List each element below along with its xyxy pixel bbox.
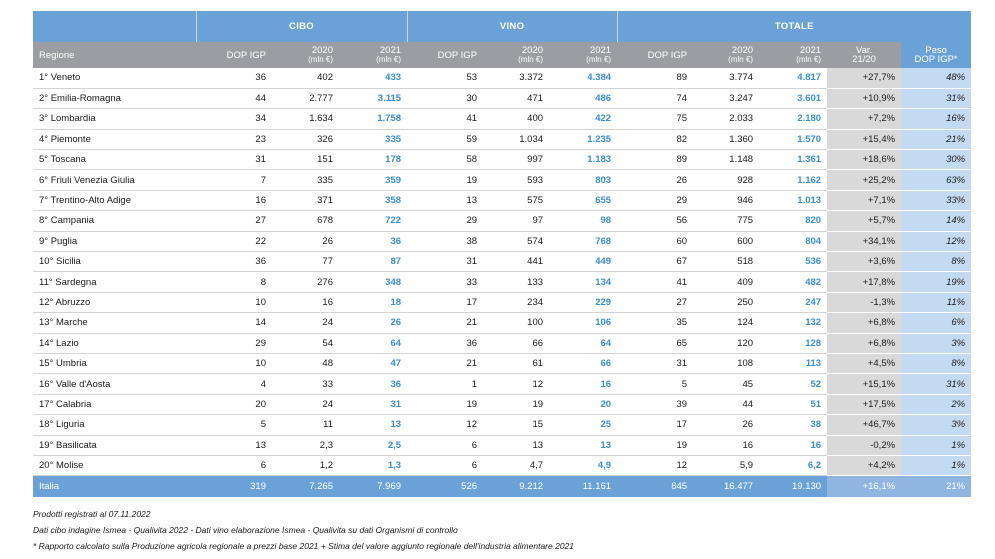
cell-tot-2020: 1.360 xyxy=(693,129,759,149)
cell-cibo-2021: 36 xyxy=(339,374,407,394)
cell-cibo-2020: 1.634 xyxy=(272,109,339,129)
note-registrati: Prodotti registrati al 07.11.2022 xyxy=(33,509,151,519)
cell-vino-2021: 20 xyxy=(549,394,617,414)
cell-vino-dop: 19 xyxy=(407,394,483,414)
cell-tot-2021: 3.601 xyxy=(759,88,827,108)
cell-tot-2021: 132 xyxy=(759,313,827,333)
cell-peso: 1% xyxy=(901,435,971,455)
group-header-row xyxy=(33,11,971,42)
cell-cibo-2020: 371 xyxy=(272,190,339,210)
group-totale: TOTALE xyxy=(617,11,971,42)
cell-tot-2021: 1.013 xyxy=(759,190,827,210)
total-vino-2021: 11.161 xyxy=(549,476,617,498)
cell-tot-2021: 247 xyxy=(759,292,827,312)
cell-tot-2021: 1.570 xyxy=(759,129,827,149)
cell-cibo-2021: 722 xyxy=(339,211,407,231)
cell-regione: 1° Veneto xyxy=(33,68,196,88)
cell-peso: 63% xyxy=(901,170,971,190)
cell-cibo-dop: 10 xyxy=(196,353,272,373)
cell-tot-2020: 2.033 xyxy=(693,109,759,129)
cell-peso: 31% xyxy=(901,88,971,108)
cell-tot-2020: 26 xyxy=(693,415,759,435)
cell-tot-2020: 600 xyxy=(693,231,759,251)
cell-regione: 14° Lazio xyxy=(33,333,196,353)
cell-var: +5,7% xyxy=(827,211,901,231)
cell-peso: 3% xyxy=(901,333,971,353)
cell-cibo-dop: 36 xyxy=(196,252,272,272)
cell-cibo-dop: 23 xyxy=(196,129,272,149)
cell-var: -1,3% xyxy=(827,292,901,312)
cell-vino-dop: 6 xyxy=(407,455,483,475)
cell-cibo-2020: 2,3 xyxy=(272,435,339,455)
table-row xyxy=(33,455,971,475)
cell-vino-2021: 449 xyxy=(549,252,617,272)
cell-peso: 2% xyxy=(901,394,971,414)
cell-cibo-2021: 26 xyxy=(339,313,407,333)
cell-cibo-2020: 26 xyxy=(272,231,339,251)
cell-regione: 8° Campania xyxy=(33,211,196,231)
cell-var: +7,1% xyxy=(827,190,901,210)
cell-regione: 10° Sicilia xyxy=(33,252,196,272)
table-row xyxy=(33,252,971,272)
cell-cibo-dop: 13 xyxy=(196,435,272,455)
cell-var: +17,5% xyxy=(827,394,901,414)
table-row xyxy=(33,374,971,394)
cell-tot-2021: 6,2 xyxy=(759,455,827,475)
table-row xyxy=(33,211,971,231)
cell-vino-2020: 400 xyxy=(483,109,549,129)
cell-vino-2020: 61 xyxy=(483,353,549,373)
cell-regione: 20° Molise xyxy=(33,455,196,475)
total-cibo-dop: 319 xyxy=(196,476,272,498)
cell-tot-dop: 41 xyxy=(617,272,693,292)
cell-tot-2020: 108 xyxy=(693,353,759,373)
group-vino: VINO xyxy=(407,11,617,42)
cell-tot-2020: 3.247 xyxy=(693,88,759,108)
cell-vino-2020: 19 xyxy=(483,394,549,414)
cell-tot-2020: 44 xyxy=(693,394,759,414)
cell-vino-dop: 33 xyxy=(407,272,483,292)
cell-vino-dop: 53 xyxy=(407,68,483,88)
cell-peso: 33% xyxy=(901,190,971,210)
cell-vino-dop: 17 xyxy=(407,292,483,312)
cell-tot-dop: 27 xyxy=(617,292,693,312)
cell-cibo-2020: 33 xyxy=(272,374,339,394)
cell-vino-2021: 64 xyxy=(549,333,617,353)
col-peso: Peso DOP IGP* xyxy=(901,42,971,68)
total-cibo-2020: 7.265 xyxy=(272,476,339,498)
cell-var: -0,2% xyxy=(827,435,901,455)
table-row xyxy=(33,394,971,414)
cell-tot-2020: 518 xyxy=(693,252,759,272)
cell-var: +15,4% xyxy=(827,129,901,149)
cell-regione: 19° Basilicata xyxy=(33,435,196,455)
note-rapporto: * Rapporto calcolato sulla Produzione agricola regionale a prezzi base 2021 + Stima del valore aggiunto regionale dell'industria alimentare 2021 xyxy=(33,541,575,551)
cell-regione: 9° Puglia xyxy=(33,231,196,251)
cell-vino-dop: 59 xyxy=(407,129,483,149)
table-row xyxy=(33,415,971,435)
cell-cibo-2020: 16 xyxy=(272,292,339,312)
cell-cibo-dop: 14 xyxy=(196,313,272,333)
cell-regione: 13° Marche xyxy=(33,313,196,333)
cell-cibo-2021: 87 xyxy=(339,252,407,272)
table-row xyxy=(33,170,971,190)
col-vino-2021: 2021 (mln €) xyxy=(549,42,617,68)
cell-tot-dop: 5 xyxy=(617,374,693,394)
cell-cibo-2021: 3.115 xyxy=(339,88,407,108)
cell-peso: 48% xyxy=(901,68,971,88)
cell-cibo-dop: 27 xyxy=(196,211,272,231)
cell-vino-dop: 19 xyxy=(407,170,483,190)
cell-tot-2020: 946 xyxy=(693,190,759,210)
cell-regione: 2° Emilia-Romagna xyxy=(33,88,196,108)
col-vino-dop: DOP IGP xyxy=(407,42,483,68)
cell-var: +25,2% xyxy=(827,170,901,190)
total-vino-2020: 9.212 xyxy=(483,476,549,498)
cell-vino-2020: 997 xyxy=(483,150,549,170)
cell-vino-2020: 441 xyxy=(483,252,549,272)
total-row xyxy=(33,476,971,498)
cell-var: +27,7% xyxy=(827,68,901,88)
cell-var: +17,8% xyxy=(827,272,901,292)
col-vino-2020: 2020 (mln €) xyxy=(483,42,549,68)
cell-regione: 3° Lombardia xyxy=(33,109,196,129)
cell-vino-dop: 12 xyxy=(407,415,483,435)
cell-var: +46,7% xyxy=(827,415,901,435)
total-var: +16,1% xyxy=(827,476,901,498)
cell-tot-2020: 409 xyxy=(693,272,759,292)
table-row xyxy=(33,150,971,170)
table-row xyxy=(33,129,971,149)
cell-tot-dop: 60 xyxy=(617,231,693,251)
cell-peso: 1% xyxy=(901,455,971,475)
cell-tot-dop: 56 xyxy=(617,211,693,231)
col-tot-2020: 2020 (mln €) xyxy=(693,42,759,68)
table-row xyxy=(33,190,971,210)
cell-vino-2020: 13 xyxy=(483,435,549,455)
cell-cibo-2020: 24 xyxy=(272,313,339,333)
cell-vino-2020: 471 xyxy=(483,88,549,108)
cell-tot-2020: 5,9 xyxy=(693,455,759,475)
cell-vino-2021: 13 xyxy=(549,435,617,455)
cell-vino-2020: 575 xyxy=(483,190,549,210)
cell-cibo-2020: 11 xyxy=(272,415,339,435)
cell-cibo-dop: 34 xyxy=(196,109,272,129)
cell-vino-dop: 21 xyxy=(407,353,483,373)
cell-cibo-2021: 348 xyxy=(339,272,407,292)
cell-vino-2020: 133 xyxy=(483,272,549,292)
cell-peso: 6% xyxy=(901,313,971,333)
cell-tot-dop: 67 xyxy=(617,252,693,272)
cell-regione: 16° Valle d'Aosta xyxy=(33,374,196,394)
cell-cibo-2020: 326 xyxy=(272,129,339,149)
cell-tot-dop: 31 xyxy=(617,353,693,373)
cell-tot-dop: 75 xyxy=(617,109,693,129)
cell-vino-2021: 4.384 xyxy=(549,68,617,88)
cell-vino-dop: 21 xyxy=(407,313,483,333)
cell-cibo-2021: 31 xyxy=(339,394,407,414)
col-cibo-dop: DOP IGP xyxy=(196,42,272,68)
cell-regione: 6° Friuli Venezia Giulia xyxy=(33,170,196,190)
cell-tot-2020: 124 xyxy=(693,313,759,333)
total-tot-2021: 19.130 xyxy=(759,476,827,498)
group-cibo: CIBO xyxy=(196,11,407,42)
cell-cibo-dop: 22 xyxy=(196,231,272,251)
cell-tot-dop: 35 xyxy=(617,313,693,333)
cell-peso: 21% xyxy=(901,129,971,149)
cell-cibo-2020: 77 xyxy=(272,252,339,272)
cell-cibo-2021: 64 xyxy=(339,333,407,353)
cell-tot-2021: 38 xyxy=(759,415,827,435)
cell-regione: 18° Liguria xyxy=(33,415,196,435)
cell-cibo-2021: 358 xyxy=(339,190,407,210)
cell-vino-2020: 12 xyxy=(483,374,549,394)
cell-tot-2021: 2.180 xyxy=(759,109,827,129)
cell-cibo-2021: 47 xyxy=(339,353,407,373)
cell-vino-dop: 13 xyxy=(407,190,483,210)
cell-tot-2020: 16 xyxy=(693,435,759,455)
cell-cibo-dop: 5 xyxy=(196,415,272,435)
table-row xyxy=(33,435,971,455)
cell-cibo-2020: 2.777 xyxy=(272,88,339,108)
cell-peso: 3% xyxy=(901,415,971,435)
cell-var: +4,5% xyxy=(827,353,901,373)
cell-cibo-2021: 359 xyxy=(339,170,407,190)
cell-var: +15,1% xyxy=(827,374,901,394)
cell-vino-dop: 29 xyxy=(407,211,483,231)
cell-cibo-2020: 276 xyxy=(272,272,339,292)
cell-tot-dop: 19 xyxy=(617,435,693,455)
cell-tot-dop: 89 xyxy=(617,68,693,88)
cell-tot-2021: 113 xyxy=(759,353,827,373)
cell-vino-2021: 134 xyxy=(549,272,617,292)
cell-tot-2021: 1.361 xyxy=(759,150,827,170)
cell-vino-dop: 36 xyxy=(407,333,483,353)
cell-cibo-dop: 31 xyxy=(196,150,272,170)
cell-tot-dop: 29 xyxy=(617,190,693,210)
cell-tot-dop: 26 xyxy=(617,170,693,190)
cell-cibo-dop: 16 xyxy=(196,190,272,210)
cell-cibo-2021: 36 xyxy=(339,231,407,251)
cell-regione: 4° Piemonte xyxy=(33,129,196,149)
cell-tot-2021: 482 xyxy=(759,272,827,292)
column-header-row xyxy=(33,42,971,68)
table-row xyxy=(33,88,971,108)
cell-peso: 31% xyxy=(901,374,971,394)
cell-tot-dop: 82 xyxy=(617,129,693,149)
cell-vino-2020: 3.372 xyxy=(483,68,549,88)
cell-var: +10,9% xyxy=(827,88,901,108)
cell-var: +7,2% xyxy=(827,109,901,129)
cell-peso: 16% xyxy=(901,109,971,129)
dop-igp-table xyxy=(33,11,971,497)
cell-cibo-dop: 6 xyxy=(196,455,272,475)
total-regione: Italia xyxy=(33,476,196,498)
cell-vino-dop: 38 xyxy=(407,231,483,251)
cell-cibo-dop: 29 xyxy=(196,333,272,353)
cell-vino-dop: 41 xyxy=(407,109,483,129)
cell-cibo-2021: 433 xyxy=(339,68,407,88)
note-fonti: Dati cibo indagine Ismea - Qualivita 2022 - Dati vino elaborazione Ismea - Qualivita su dati Organismi di controllo xyxy=(33,525,458,535)
cell-regione: 11° Sardegna xyxy=(33,272,196,292)
total-vino-dop: 526 xyxy=(407,476,483,498)
cell-vino-2021: 4,9 xyxy=(549,455,617,475)
cell-var: +18,6% xyxy=(827,150,901,170)
cell-var: +6,8% xyxy=(827,313,901,333)
cell-cibo-2020: 24 xyxy=(272,394,339,414)
cell-cibo-dop: 44 xyxy=(196,88,272,108)
cell-cibo-2021: 18 xyxy=(339,292,407,312)
cell-vino-dop: 6 xyxy=(407,435,483,455)
total-tot-2020: 16.477 xyxy=(693,476,759,498)
cell-vino-2020: 574 xyxy=(483,231,549,251)
cell-tot-2021: 51 xyxy=(759,394,827,414)
cell-cibo-dop: 10 xyxy=(196,292,272,312)
cell-vino-2020: 4,7 xyxy=(483,455,549,475)
table-row xyxy=(33,109,971,129)
cell-vino-dop: 58 xyxy=(407,150,483,170)
cell-tot-2021: 536 xyxy=(759,252,827,272)
group-empty xyxy=(33,11,196,42)
cell-peso: 11% xyxy=(901,292,971,312)
cell-vino-2021: 1.235 xyxy=(549,129,617,149)
cell-cibo-dop: 20 xyxy=(196,394,272,414)
cell-cibo-2021: 1.758 xyxy=(339,109,407,129)
cell-vino-2021: 229 xyxy=(549,292,617,312)
cell-tot-dop: 39 xyxy=(617,394,693,414)
cell-tot-2020: 45 xyxy=(693,374,759,394)
cell-vino-2021: 66 xyxy=(549,353,617,373)
cell-tot-2021: 16 xyxy=(759,435,827,455)
cell-tot-2020: 3.774 xyxy=(693,68,759,88)
table-body xyxy=(33,68,971,476)
cell-peso: 8% xyxy=(901,252,971,272)
cell-tot-dop: 89 xyxy=(617,150,693,170)
cell-regione: 12° Abruzzo xyxy=(33,292,196,312)
table-row xyxy=(33,353,971,373)
col-tot-2021: 2021 (mln €) xyxy=(759,42,827,68)
cell-vino-2021: 106 xyxy=(549,313,617,333)
cell-cibo-2021: 335 xyxy=(339,129,407,149)
cell-tot-dop: 17 xyxy=(617,415,693,435)
table-row xyxy=(33,272,971,292)
cell-cibo-dop: 36 xyxy=(196,68,272,88)
cell-vino-2020: 593 xyxy=(483,170,549,190)
cell-tot-2020: 120 xyxy=(693,333,759,353)
cell-vino-2021: 16 xyxy=(549,374,617,394)
cell-vino-dop: 30 xyxy=(407,88,483,108)
table-row xyxy=(33,231,971,251)
cell-regione: 7° Trentino-Alto Adige xyxy=(33,190,196,210)
col-regione: Regione xyxy=(33,42,196,68)
cell-vino-2020: 66 xyxy=(483,333,549,353)
cell-vino-dop: 31 xyxy=(407,252,483,272)
cell-tot-2021: 820 xyxy=(759,211,827,231)
table-row xyxy=(33,333,971,353)
cell-cibo-2020: 54 xyxy=(272,333,339,353)
total-peso: 21% xyxy=(901,476,971,498)
cell-var: +4,2% xyxy=(827,455,901,475)
cell-peso: 30% xyxy=(901,150,971,170)
cell-tot-2021: 52 xyxy=(759,374,827,394)
cell-vino-2021: 655 xyxy=(549,190,617,210)
total-tot-dop: 845 xyxy=(617,476,693,498)
cell-vino-2021: 803 xyxy=(549,170,617,190)
cell-vino-2021: 768 xyxy=(549,231,617,251)
cell-vino-2021: 98 xyxy=(549,211,617,231)
cell-cibo-2020: 151 xyxy=(272,150,339,170)
cell-tot-dop: 12 xyxy=(617,455,693,475)
total-cibo-2021: 7.969 xyxy=(339,476,407,498)
cell-cibo-2021: 13 xyxy=(339,415,407,435)
cell-regione: 15° Umbria xyxy=(33,353,196,373)
cell-cibo-2021: 1,3 xyxy=(339,455,407,475)
cell-tot-dop: 74 xyxy=(617,88,693,108)
cell-tot-2020: 250 xyxy=(693,292,759,312)
cell-cibo-dop: 8 xyxy=(196,272,272,292)
cell-vino-2020: 234 xyxy=(483,292,549,312)
cell-tot-2021: 128 xyxy=(759,333,827,353)
cell-var: +34,1% xyxy=(827,231,901,251)
cell-vino-dop: 1 xyxy=(407,374,483,394)
cell-cibo-2020: 1,2 xyxy=(272,455,339,475)
cell-vino-2020: 100 xyxy=(483,313,549,333)
cell-peso: 12% xyxy=(901,231,971,251)
cell-regione: 17° Calabria xyxy=(33,394,196,414)
cell-vino-2021: 486 xyxy=(549,88,617,108)
cell-tot-2020: 928 xyxy=(693,170,759,190)
cell-cibo-2020: 335 xyxy=(272,170,339,190)
cell-peso: 14% xyxy=(901,211,971,231)
cell-peso: 8% xyxy=(901,353,971,373)
footnotes xyxy=(33,506,574,554)
cell-regione: 5° Toscana xyxy=(33,150,196,170)
cell-vino-2020: 97 xyxy=(483,211,549,231)
col-cibo-2021: 2021 (mln €) xyxy=(339,42,407,68)
table-row xyxy=(33,313,971,333)
table-row xyxy=(33,292,971,312)
cell-tot-2021: 4.817 xyxy=(759,68,827,88)
cell-cibo-2021: 178 xyxy=(339,150,407,170)
cell-tot-2021: 804 xyxy=(759,231,827,251)
cell-vino-2020: 1.034 xyxy=(483,129,549,149)
cell-cibo-2020: 678 xyxy=(272,211,339,231)
cell-tot-dop: 65 xyxy=(617,333,693,353)
cell-tot-2021: 1.162 xyxy=(759,170,827,190)
cell-tot-2020: 1.148 xyxy=(693,150,759,170)
col-tot-dop: DOP IGP xyxy=(617,42,693,68)
cell-cibo-2020: 402 xyxy=(272,68,339,88)
cell-tot-2020: 775 xyxy=(693,211,759,231)
cell-peso: 19% xyxy=(901,272,971,292)
cell-vino-2020: 15 xyxy=(483,415,549,435)
col-cibo-2020: 2020 (mln €) xyxy=(272,42,339,68)
col-var: Var. 21/20 xyxy=(827,42,901,68)
cell-var: +3,6% xyxy=(827,252,901,272)
cell-vino-2021: 1.183 xyxy=(549,150,617,170)
cell-vino-2021: 422 xyxy=(549,109,617,129)
cell-vino-2021: 25 xyxy=(549,415,617,435)
table-row xyxy=(33,68,971,88)
cell-cibo-dop: 7 xyxy=(196,170,272,190)
cell-cibo-2021: 2,5 xyxy=(339,435,407,455)
cell-cibo-2020: 48 xyxy=(272,353,339,373)
cell-var: +6,8% xyxy=(827,333,901,353)
cell-cibo-dop: 4 xyxy=(196,374,272,394)
